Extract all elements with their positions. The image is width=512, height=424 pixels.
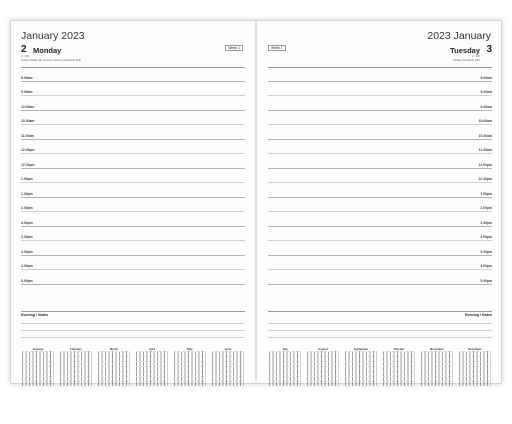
- time-label: 9.30am: [480, 104, 492, 109]
- time-label: 3.00pm: [480, 235, 492, 239]
- week-label: Week 1: [268, 45, 286, 51]
- time-label: 3.30pm: [480, 249, 492, 254]
- time-slot: [21, 227, 245, 242]
- time-label: 9.00am: [480, 90, 492, 94]
- day-number: 2: [21, 44, 27, 55]
- mini-calendar: [135, 347, 169, 386]
- time-slot: [268, 140, 492, 155]
- time-slot: [21, 111, 245, 126]
- mini-calendar: [173, 347, 207, 386]
- time-slot: [268, 67, 492, 82]
- mini-calendar-month: January: [32, 347, 44, 351]
- time-slot: [21, 82, 245, 97]
- time-label: 8.00am: [480, 75, 492, 80]
- time-label: 12.30pm: [478, 177, 492, 181]
- time-slot: [21, 212, 245, 227]
- time-label: 9.00am: [21, 90, 33, 94]
- mini-calendar: [97, 347, 131, 386]
- time-slot: [268, 212, 492, 227]
- mini-calendar: [382, 347, 416, 386]
- mini-calendar: [59, 347, 93, 386]
- day-name: Tuesday: [450, 46, 480, 55]
- day-of-year: 3 - 362: [471, 55, 480, 58]
- day-header: [21, 43, 245, 68]
- time-label: 12.00pm: [478, 162, 492, 167]
- evening-notes-label: Evening / Notes: [268, 311, 492, 317]
- time-slot: [268, 227, 492, 242]
- evening-notes-label: Evening / Notes: [21, 311, 245, 317]
- time-label: 12.30pm: [21, 162, 35, 167]
- time-slots: [21, 67, 245, 285]
- mini-calendar-month: May: [187, 347, 193, 351]
- time-slot: [21, 270, 245, 285]
- month-year-title: January 2023: [21, 30, 85, 42]
- time-label: 12.00pm: [21, 148, 35, 152]
- mini-calendar: [344, 347, 378, 386]
- mini-calendar-month: August: [318, 347, 328, 351]
- time-label: 5.00pm: [480, 278, 492, 283]
- mini-calendar: [306, 347, 340, 386]
- time-slot: [21, 154, 245, 169]
- mini-calendar-month: December: [468, 347, 482, 351]
- time-label: 11.00am: [478, 148, 492, 152]
- time-slot: [268, 169, 492, 184]
- time-label: 1.30pm: [21, 191, 33, 196]
- time-label: 5.00pm: [21, 278, 33, 283]
- time-label: 3.30pm: [21, 235, 33, 239]
- time-slot: [21, 198, 245, 213]
- time-slot: [268, 82, 492, 97]
- time-slot: [21, 256, 245, 271]
- time-slot: [21, 125, 245, 140]
- mini-calendar: [211, 347, 245, 386]
- day-number: 3: [486, 44, 492, 55]
- time-slot: [21, 67, 245, 82]
- mini-calendar-month: November: [430, 347, 444, 351]
- time-label: 2.00pm: [21, 206, 33, 210]
- time-label: 10.30am: [21, 119, 35, 123]
- day-header: [268, 43, 492, 68]
- right-page: [256, 21, 501, 381]
- week-label: Week 1: [225, 45, 243, 51]
- time-slot: [21, 140, 245, 155]
- day-name: Monday: [33, 46, 62, 55]
- time-slot: [268, 154, 492, 169]
- mini-calendar: [458, 347, 492, 386]
- mini-calendar: [420, 347, 454, 386]
- time-label: 1.00pm: [480, 191, 492, 196]
- time-slot: [21, 96, 245, 111]
- time-label: 4.00pm: [21, 249, 33, 254]
- time-slot: [21, 241, 245, 256]
- time-label: 10.00am: [478, 119, 492, 123]
- mini-calendar-month: February: [70, 347, 82, 351]
- time-label: 2.00pm: [480, 206, 492, 210]
- holiday-note: Holiday (Scotland) (NZ): [452, 59, 480, 62]
- mini-calendar-month: October: [393, 347, 405, 351]
- time-slots: [268, 67, 492, 285]
- mini-calendar-month: March: [109, 347, 119, 351]
- time-label: 10.30am: [478, 133, 492, 138]
- mini-calendar-month: June: [224, 347, 232, 351]
- time-label: 3.00pm: [21, 220, 33, 225]
- mini-calendar: [268, 347, 302, 386]
- time-slot: [21, 169, 245, 184]
- time-label: 4.30pm: [21, 264, 33, 268]
- time-slot: [21, 183, 245, 198]
- left-page: [11, 21, 256, 381]
- planner-spread: [10, 20, 502, 384]
- time-slot: [268, 270, 492, 285]
- time-slot: [268, 256, 492, 271]
- time-slot: [268, 111, 492, 126]
- evening-notes: [21, 311, 245, 338]
- time-label: 4.00pm: [480, 264, 492, 268]
- mini-calendar: [21, 347, 55, 386]
- mini-calendars: [268, 347, 492, 386]
- time-slot: [268, 125, 492, 140]
- time-label: 1.00pm: [21, 177, 33, 181]
- time-label: 11.00am: [21, 133, 35, 138]
- time-label: 8.00am: [21, 75, 33, 80]
- mini-calendar-month: September: [353, 347, 369, 351]
- holiday-note: Public Holiday (IE, Northern Ireland) (Scotland) (NZ): [21, 59, 81, 62]
- time-slot: [268, 96, 492, 111]
- time-slot: [268, 241, 492, 256]
- day-of-year: 2 - 363: [21, 55, 30, 58]
- mini-calendar-month: April: [148, 347, 156, 351]
- time-label: 2.30pm: [480, 220, 492, 225]
- mini-calendars: [21, 347, 245, 386]
- month-year-title: 2023 January: [427, 30, 491, 42]
- mini-calendar-month: July: [282, 347, 288, 351]
- time-label: 10.00am: [21, 104, 35, 109]
- evening-notes: [268, 311, 492, 338]
- time-slot: [268, 198, 492, 213]
- time-slot: [268, 183, 492, 198]
